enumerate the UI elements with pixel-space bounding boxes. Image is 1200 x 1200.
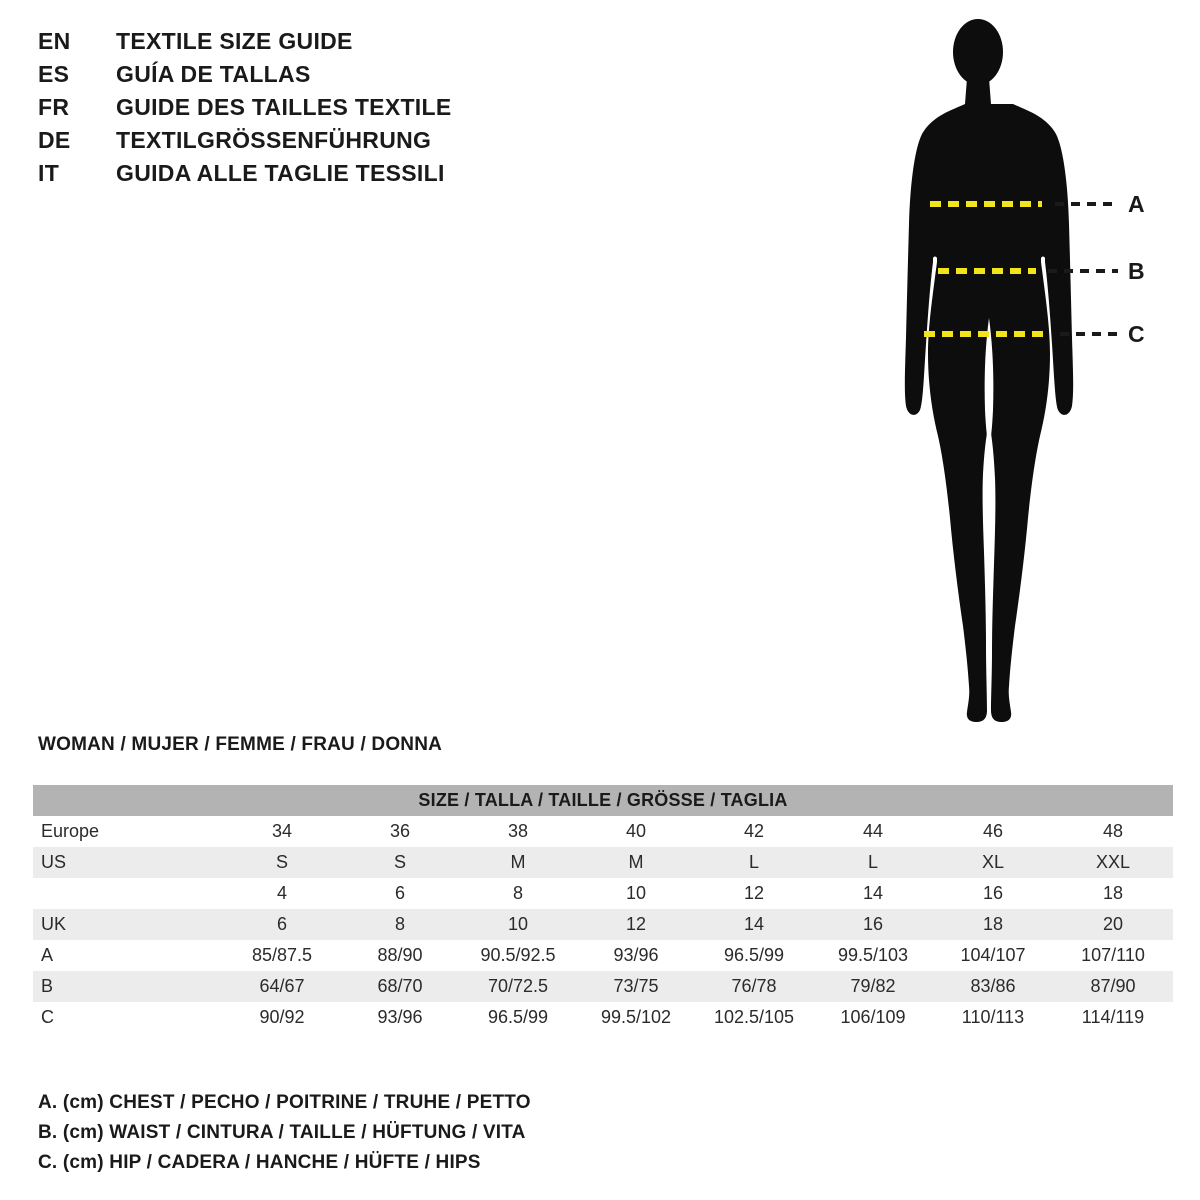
table-cell: 76/78 xyxy=(695,971,813,1002)
title-lang-code: DE xyxy=(38,127,71,153)
table-cell: S xyxy=(341,847,459,878)
title-row xyxy=(38,127,658,160)
table-cell: M xyxy=(577,847,695,878)
row-label: US xyxy=(33,847,223,878)
figure-area xyxy=(860,18,1190,738)
title-row xyxy=(38,28,658,61)
title-lang-code: ES xyxy=(38,61,70,87)
footnote-chest: A. (cm) CHEST / PECHO / POITRINE / TRUHE / PETTO xyxy=(38,1092,531,1113)
table-cell: 14 xyxy=(813,878,933,909)
table-cell: 6 xyxy=(341,878,459,909)
table-cell: 64/67 xyxy=(223,971,341,1002)
table-cell: 114/119 xyxy=(1053,1002,1173,1033)
table-cell: 99.5/102 xyxy=(577,1002,695,1033)
title-text: GUIDE DES TAILLES TEXTILE xyxy=(116,94,452,120)
table-cell: XL xyxy=(933,847,1053,878)
table-cell: 40 xyxy=(577,816,695,847)
row-label: A xyxy=(33,940,223,971)
section-heading: WOMAN / MUJER / FEMME / FRAU / DONNA xyxy=(38,734,443,755)
table-cell: 110/113 xyxy=(933,1002,1053,1033)
title-row xyxy=(38,61,658,94)
table-cell: 10 xyxy=(459,909,577,940)
table-cell: 12 xyxy=(577,909,695,940)
footnote-waist: B. (cm) WAIST / CINTURA / TAILLE / HÜFTUNG / VITA xyxy=(38,1122,526,1143)
table-cell: 18 xyxy=(1053,878,1173,909)
table-cell: 6 xyxy=(223,909,341,940)
table-cell: 36 xyxy=(341,816,459,847)
table-cell: L xyxy=(695,847,813,878)
table-cell: 96.5/99 xyxy=(695,940,813,971)
table-cell: 4 xyxy=(223,878,341,909)
woman-silhouette-icon xyxy=(860,18,1190,738)
table-cell: 42 xyxy=(695,816,813,847)
marker-label-a: A xyxy=(1128,191,1145,217)
title-text: GUÍA DE TALLAS xyxy=(116,61,311,87)
marker-label-c: C xyxy=(1128,321,1145,347)
table-cell: 85/87.5 xyxy=(223,940,341,971)
table-cell: 90.5/92.5 xyxy=(459,940,577,971)
table-cell: 10 xyxy=(577,878,695,909)
table-row xyxy=(33,816,1173,847)
row-label: UK xyxy=(33,909,223,940)
table-cell: 88/90 xyxy=(341,940,459,971)
table-cell: 93/96 xyxy=(577,940,695,971)
table-row xyxy=(33,940,1173,971)
table-cell: 16 xyxy=(813,909,933,940)
table-cell: 90/92 xyxy=(223,1002,341,1033)
table-cell: 79/82 xyxy=(813,971,933,1002)
table-cell: 12 xyxy=(695,878,813,909)
table-header-label: SIZE / TALLA / TAILLE / GRÖSSE / TAGLIA xyxy=(33,785,1173,816)
table-cell: XXL xyxy=(1053,847,1173,878)
table-cell: M xyxy=(459,847,577,878)
footnotes xyxy=(38,1088,738,1178)
title-lang-code: IT xyxy=(38,160,60,186)
title-text: GUIDA ALLE TAGLIE TESSILI xyxy=(116,160,445,186)
table-header-row xyxy=(33,785,1173,816)
table-cell: 70/72.5 xyxy=(459,971,577,1002)
table-cell: 68/70 xyxy=(341,971,459,1002)
table-cell: 102.5/105 xyxy=(695,1002,813,1033)
table-row xyxy=(33,971,1173,1002)
table-cell: 93/96 xyxy=(341,1002,459,1033)
table-cell: L xyxy=(813,847,933,878)
table-cell: 104/107 xyxy=(933,940,1053,971)
table-cell: 16 xyxy=(933,878,1053,909)
row-label: C xyxy=(33,1002,223,1033)
table-cell: 107/110 xyxy=(1053,940,1173,971)
table-cell: 8 xyxy=(459,878,577,909)
title-lang-code: FR xyxy=(38,94,70,120)
title-text: TEXTILE SIZE GUIDE xyxy=(116,28,353,54)
table-cell: 8 xyxy=(341,909,459,940)
title-row xyxy=(38,94,658,127)
marker-label-b: B xyxy=(1128,258,1145,284)
table-cell: 14 xyxy=(695,909,813,940)
title-text: TEXTILGRÖSSENFÜHRUNG xyxy=(116,127,432,153)
table-cell: 83/86 xyxy=(933,971,1053,1002)
title-block xyxy=(38,28,658,193)
row-label xyxy=(33,878,223,909)
title-row xyxy=(38,160,658,193)
table-cell: 48 xyxy=(1053,816,1173,847)
table-cell: 44 xyxy=(813,816,933,847)
table-cell: 73/75 xyxy=(577,971,695,1002)
title-lang-code: EN xyxy=(38,28,71,54)
table-row xyxy=(33,878,1173,909)
size-table xyxy=(33,785,1173,1033)
footnote-hip: C. (cm) HIP / CADERA / HANCHE / HÜFTE / HIPS xyxy=(38,1152,481,1173)
table-cell: 106/109 xyxy=(813,1002,933,1033)
table-row xyxy=(33,847,1173,878)
table-row xyxy=(33,1002,1173,1033)
row-label: B xyxy=(33,971,223,1002)
table-cell: 20 xyxy=(1053,909,1173,940)
table-cell: 96.5/99 xyxy=(459,1002,577,1033)
table-cell: S xyxy=(223,847,341,878)
table-cell: 18 xyxy=(933,909,1053,940)
table-cell: 38 xyxy=(459,816,577,847)
table-row xyxy=(33,909,1173,940)
table-cell: 34 xyxy=(223,816,341,847)
table-cell: 46 xyxy=(933,816,1053,847)
table-cell: 99.5/103 xyxy=(813,940,933,971)
row-label: Europe xyxy=(33,816,223,847)
table-cell: 87/90 xyxy=(1053,971,1173,1002)
